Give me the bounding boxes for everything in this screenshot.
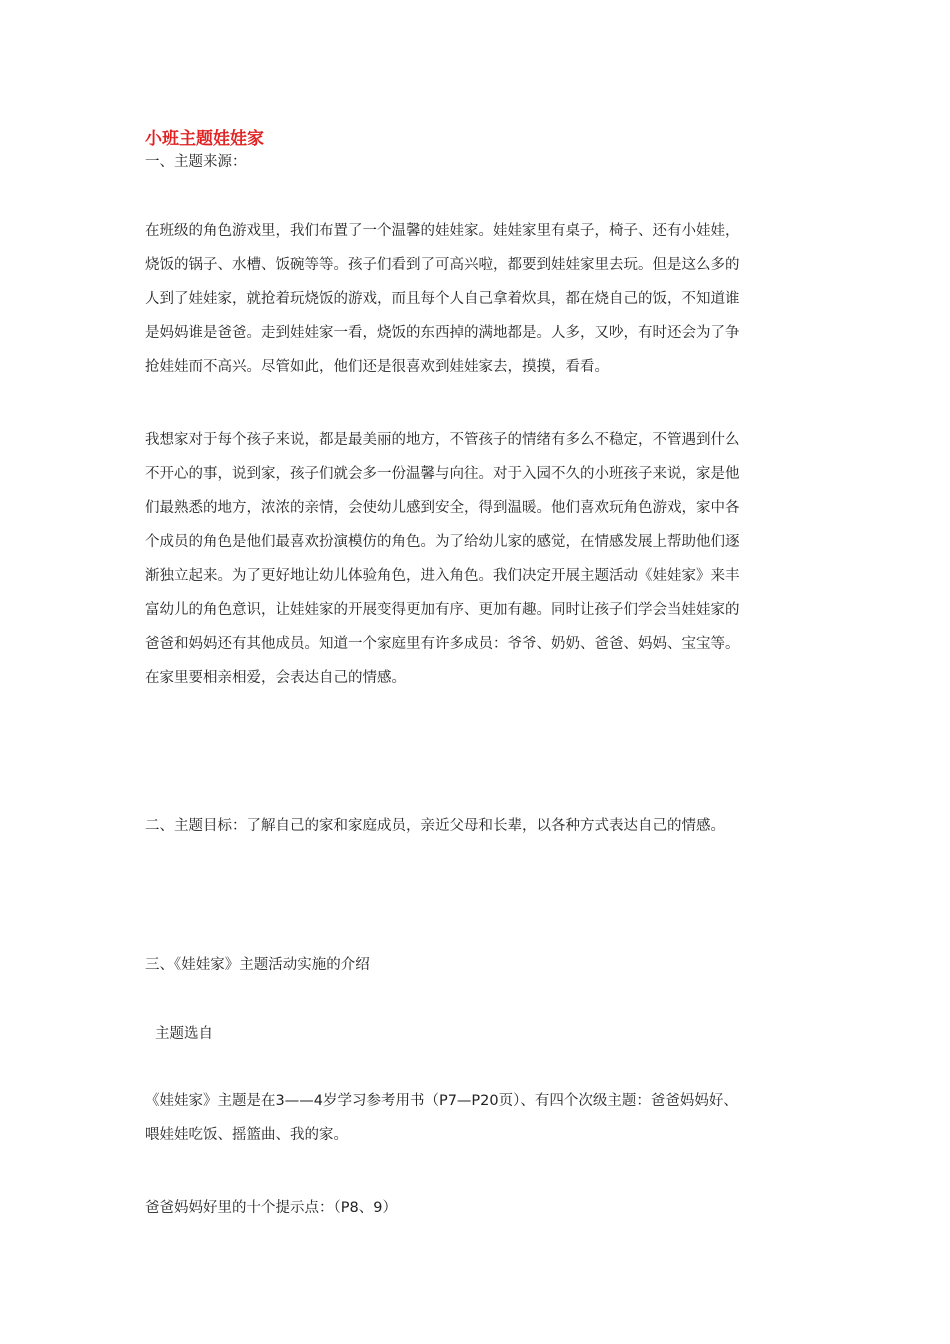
paragraph-line: 在家里要相亲相爱，会表达自己的情感。 — [145, 670, 406, 686]
paragraph-line: 渐独立起来。为了更好地让幼儿体验角色，进入角色。我们决定开展主题活动《娃娃家》来丰 — [145, 568, 740, 584]
paragraph-line: 在班级的角色游戏里，我们布置了一个温馨的娃娃家。娃娃家里有桌子，椅子、还有小娃娃， — [145, 223, 740, 239]
section3-note: 爸爸妈妈好里的十个提示点：（P8、9） — [145, 1200, 397, 1216]
section1-paragraph1 — [145, 214, 815, 384]
paragraph-line: 爸爸和妈妈还有其他成员。知道一个家庭里有许多成员：爷爷、奶奶、爸爸、妈妈、宝宝等。 — [145, 636, 740, 652]
paragraph-line: 个成员的角色是他们最喜欢扮演模仿的角色。为了给幼儿家的感觉，在情感发展上帮助他们逐 — [145, 534, 740, 550]
paragraph-line: 人到了娃娃家，就抢着玩烧饭的游戏，而且每个人自己拿着炊具，都在烧自己的饭，不知道谁 — [145, 291, 740, 307]
paragraph-line: 烧饭的锅子、水槽、饭碗等等。孩子们看到了可高兴啦，都要到娃娃家里去玩。但是这么多的 — [145, 257, 740, 273]
paragraph-line: 们最熟悉的地方，浓浓的亲情，会使幼儿感到安全，得到温暖。他们喜欢玩角色游戏，家中各 — [145, 500, 740, 516]
section1-heading: 一、主题来源： — [145, 154, 247, 170]
section1-paragraph2 — [145, 423, 815, 695]
paragraph-line: 喂娃娃吃饭、摇篮曲、我的家。 — [145, 1127, 348, 1143]
document-title: 小班主题娃娃家 — [145, 129, 264, 149]
section3-subheading: 主题选自 — [155, 1026, 213, 1042]
paragraph-line: 《娃娃家》主题是在3——4岁学习参考用书（P7—P20页）、有四个次级主题：爸爸妈妈好、 — [145, 1093, 738, 1109]
section3-paragraph — [145, 1084, 815, 1152]
paragraph-line: 富幼儿的角色意识，让娃娃家的开展变得更加有序、更加有趣。同时让孩子们学会当娃娃家的 — [145, 602, 740, 618]
paragraph-line: 是妈妈谁是爸爸。走到娃娃家一看，烧饭的东西掉的满地都是。人多，又吵，有时还会为了争 — [145, 325, 740, 341]
section3-heading: 三、《娃娃家》主题活动实施的介绍 — [145, 957, 370, 973]
paragraph-line: 我想家对于每个孩子来说，都是最美丽的地方，不管孩子的情绪有多么不稳定，不管遇到什么 — [145, 432, 740, 448]
paragraph-line: 抢娃娃而不高兴。尽管如此，他们还是很喜欢到娃娃家去，摸摸，看看。 — [145, 359, 609, 375]
paragraph-line: 不开心的事，说到家，孩子们就会多一份温馨与向往。对于入园不久的小班孩子来说，家是他 — [145, 466, 740, 482]
section2-goal: 二、主题目标：了解自己的家和家庭成员，亲近父母和长辈，以各种方式表达自己的情感。 — [145, 818, 725, 834]
